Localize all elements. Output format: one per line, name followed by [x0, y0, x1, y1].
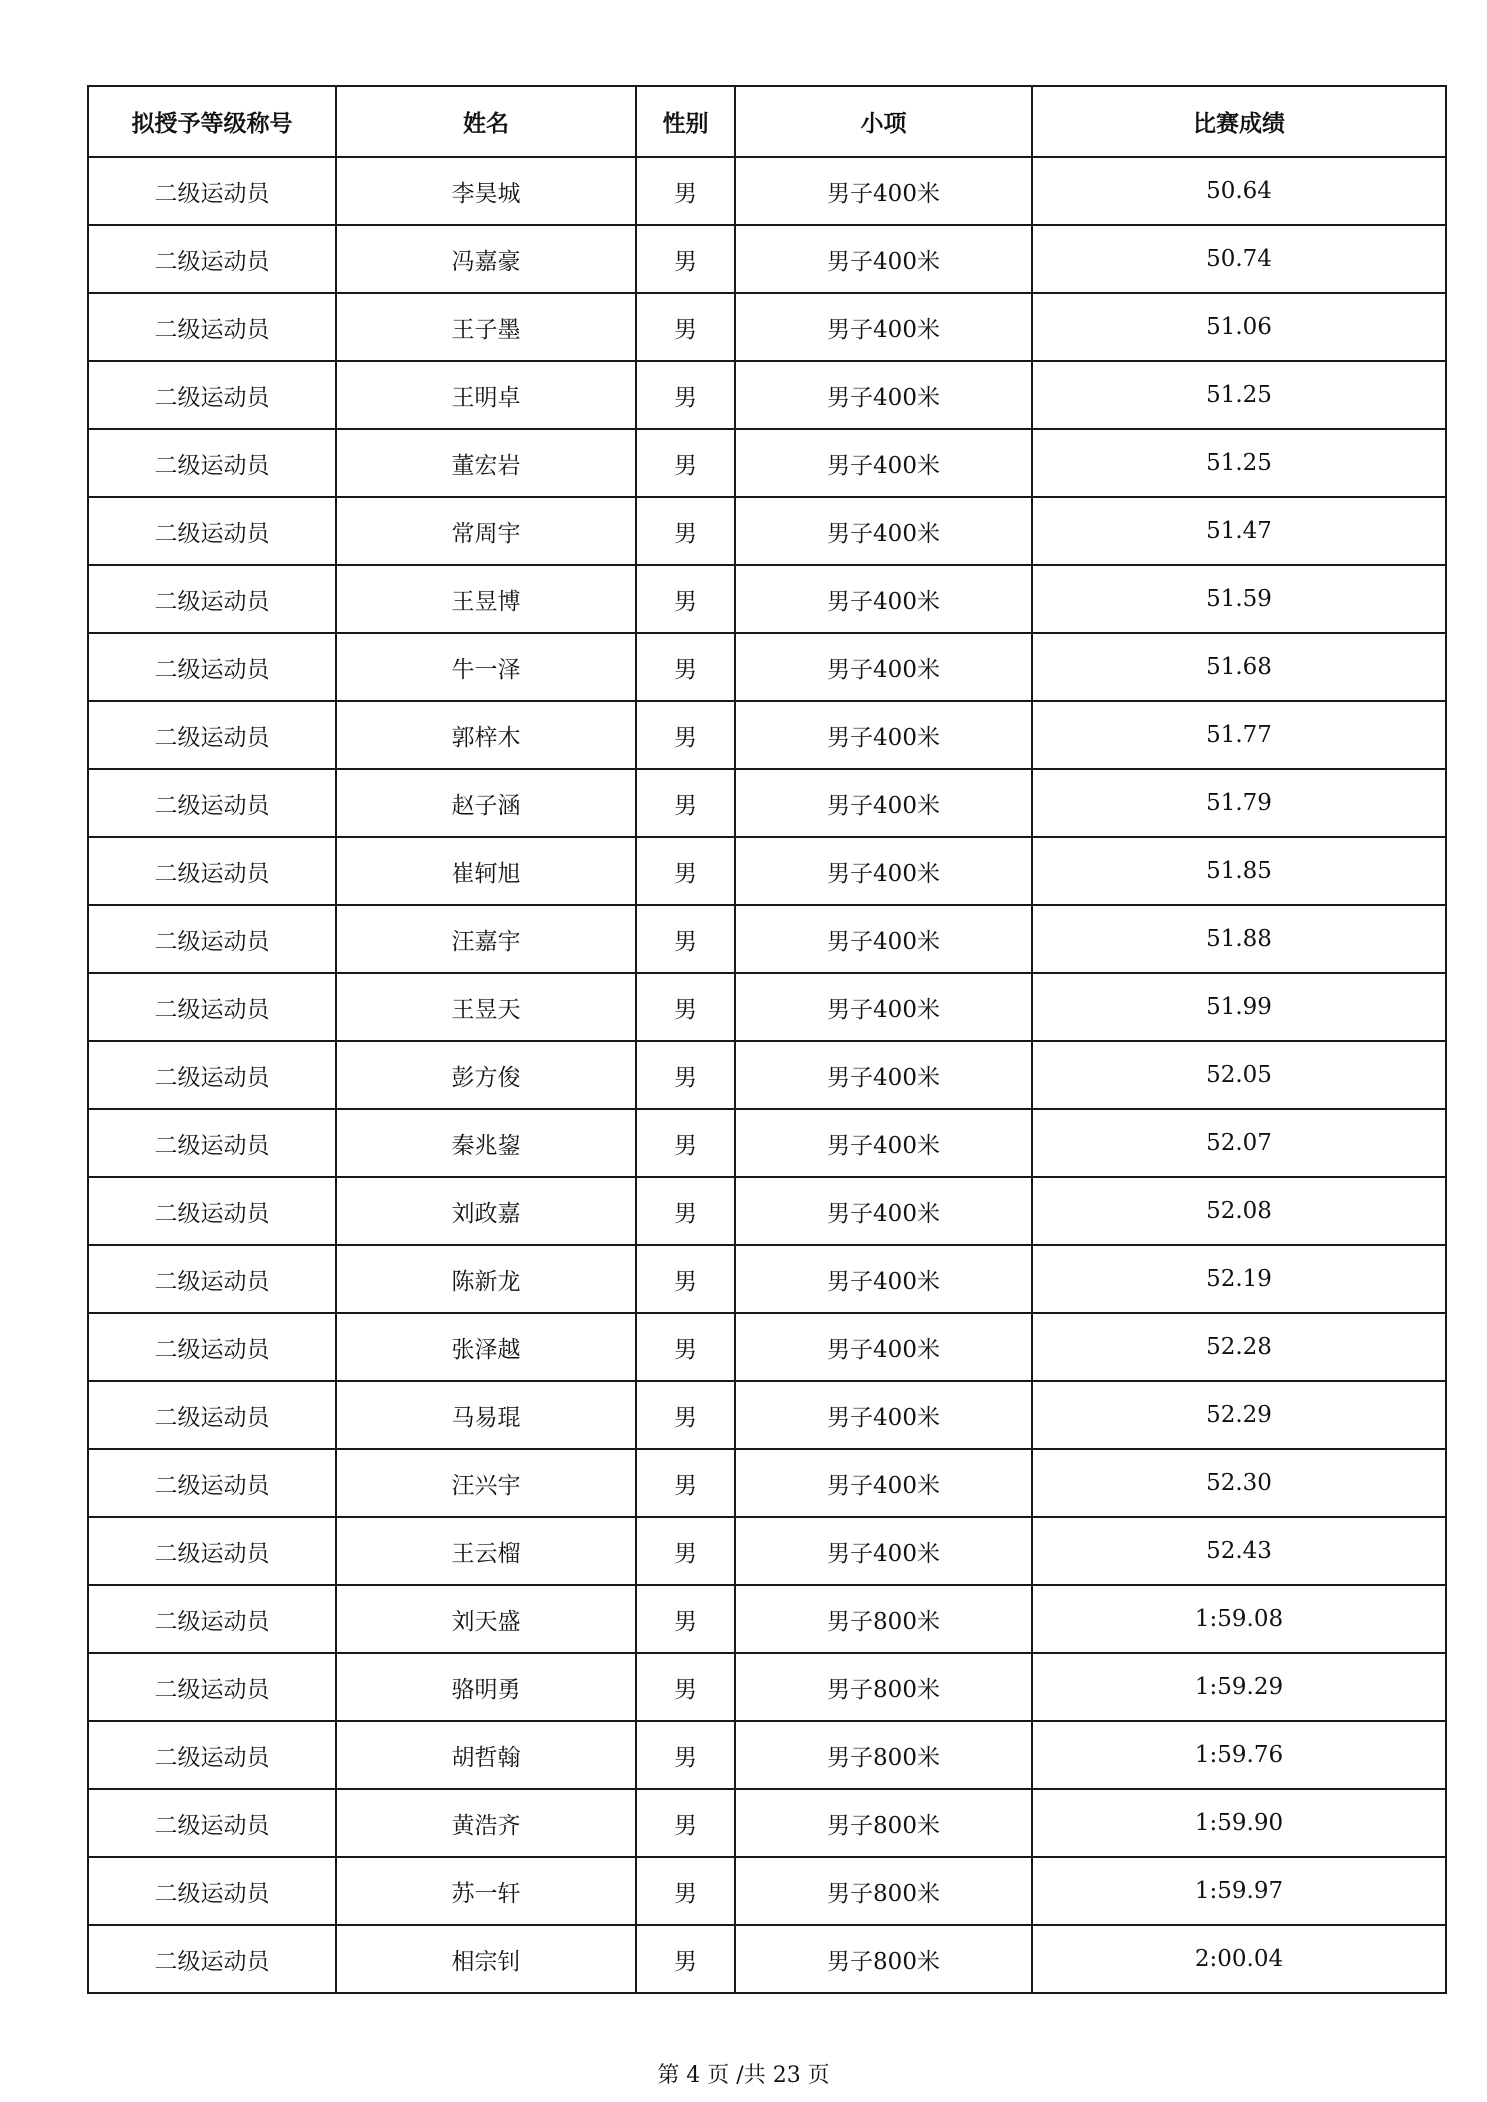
cell-name: 郭梓木 [336, 701, 636, 769]
cell-title-grade: 二级运动员 [88, 361, 336, 429]
cell-event: 男子800米 [735, 1789, 1032, 1857]
cell-title-grade: 二级运动员 [88, 1857, 336, 1925]
cell-gender: 男 [636, 497, 735, 565]
cell-event: 男子400米 [735, 1109, 1032, 1177]
table-row [88, 225, 1446, 293]
cell-gender: 男 [636, 1517, 735, 1585]
cell-title-grade: 二级运动员 [88, 225, 336, 293]
cell-gender: 男 [636, 1653, 735, 1721]
cell-name: 冯嘉豪 [336, 225, 636, 293]
cell-result: 52.07 [1032, 1109, 1446, 1177]
table-row [88, 905, 1446, 973]
cell-gender: 男 [636, 1381, 735, 1449]
cell-result: 51.06 [1032, 293, 1446, 361]
cell-result: 51.79 [1032, 769, 1446, 837]
cell-name: 王子墨 [336, 293, 636, 361]
cell-title-grade: 二级运动员 [88, 1041, 336, 1109]
cell-gender: 男 [636, 1109, 735, 1177]
cell-name: 王明卓 [336, 361, 636, 429]
cell-event: 男子400米 [735, 361, 1032, 429]
cell-gender: 男 [636, 701, 735, 769]
table-row [88, 157, 1446, 225]
cell-title-grade: 二级运动员 [88, 973, 336, 1041]
cell-result: 1:59.29 [1032, 1653, 1446, 1721]
table-row [88, 769, 1446, 837]
cell-gender: 男 [636, 1449, 735, 1517]
table-row [88, 565, 1446, 633]
cell-name: 刘天盛 [336, 1585, 636, 1653]
cell-event: 男子400米 [735, 1177, 1032, 1245]
cell-result: 51.99 [1032, 973, 1446, 1041]
table-row [88, 1857, 1446, 1925]
cell-name: 王昱天 [336, 973, 636, 1041]
cell-gender: 男 [636, 361, 735, 429]
cell-gender: 男 [636, 293, 735, 361]
cell-title-grade: 二级运动员 [88, 1177, 336, 1245]
table-row [88, 429, 1446, 497]
page-number: 第 4 页 /共 23 页 [657, 2063, 830, 2088]
cell-name: 苏一轩 [336, 1857, 636, 1925]
cell-event: 男子400米 [735, 905, 1032, 973]
cell-name: 汪兴宇 [336, 1449, 636, 1517]
cell-gender: 男 [636, 429, 735, 497]
cell-name: 胡哲翰 [336, 1721, 636, 1789]
cell-event: 男子400米 [735, 1381, 1032, 1449]
cell-gender: 男 [636, 1721, 735, 1789]
cell-title-grade: 二级运动员 [88, 1721, 336, 1789]
cell-gender: 男 [636, 837, 735, 905]
cell-result: 1:59.90 [1032, 1789, 1446, 1857]
cell-name: 马易琨 [336, 1381, 636, 1449]
table-row [88, 633, 1446, 701]
cell-event: 男子400米 [735, 293, 1032, 361]
cell-title-grade: 二级运动员 [88, 837, 336, 905]
cell-result: 1:59.08 [1032, 1585, 1446, 1653]
cell-event: 男子400米 [735, 973, 1032, 1041]
cell-event: 男子800米 [735, 1857, 1032, 1925]
cell-event: 男子400米 [735, 1041, 1032, 1109]
cell-result: 1:59.76 [1032, 1721, 1446, 1789]
cell-name: 相宗钊 [336, 1925, 636, 1993]
header-name: 姓名 [336, 86, 636, 157]
cell-gender: 男 [636, 1789, 735, 1857]
cell-name: 陈新龙 [336, 1245, 636, 1313]
cell-title-grade: 二级运动员 [88, 1245, 336, 1313]
header-event: 小项 [735, 86, 1032, 157]
cell-title-grade: 二级运动员 [88, 429, 336, 497]
table-row [88, 1245, 1446, 1313]
cell-gender: 男 [636, 1177, 735, 1245]
cell-name: 秦兆鋆 [336, 1109, 636, 1177]
cell-result: 51.59 [1032, 565, 1446, 633]
table-header-row [88, 86, 1446, 157]
table-row [88, 1041, 1446, 1109]
cell-event: 男子400米 [735, 565, 1032, 633]
table-body [88, 157, 1446, 1993]
cell-result: 50.64 [1032, 157, 1446, 225]
cell-event: 男子400米 [735, 497, 1032, 565]
cell-gender: 男 [636, 157, 735, 225]
cell-result: 52.29 [1032, 1381, 1446, 1449]
results-table [87, 85, 1447, 1994]
cell-event: 男子400米 [735, 429, 1032, 497]
cell-title-grade: 二级运动员 [88, 565, 336, 633]
cell-name: 牛一泽 [336, 633, 636, 701]
cell-name: 赵子涵 [336, 769, 636, 837]
cell-title-grade: 二级运动员 [88, 633, 336, 701]
cell-title-grade: 二级运动员 [88, 769, 336, 837]
cell-event: 男子400米 [735, 837, 1032, 905]
cell-event: 男子400米 [735, 157, 1032, 225]
table-row [88, 973, 1446, 1041]
table-row [88, 1585, 1446, 1653]
cell-result: 51.77 [1032, 701, 1446, 769]
cell-result: 51.85 [1032, 837, 1446, 905]
cell-name: 刘政嘉 [336, 1177, 636, 1245]
cell-name: 崔轲旭 [336, 837, 636, 905]
cell-title-grade: 二级运动员 [88, 1925, 336, 1993]
cell-gender: 男 [636, 225, 735, 293]
table-row [88, 1789, 1446, 1857]
cell-result: 51.47 [1032, 497, 1446, 565]
cell-title-grade: 二级运动员 [88, 1517, 336, 1585]
cell-event: 男子800米 [735, 1721, 1032, 1789]
header-result: 比赛成绩 [1032, 86, 1446, 157]
cell-result: 52.43 [1032, 1517, 1446, 1585]
cell-name: 常周宇 [336, 497, 636, 565]
cell-result: 1:59.97 [1032, 1857, 1446, 1925]
cell-event: 男子400米 [735, 701, 1032, 769]
table-row [88, 1109, 1446, 1177]
table-row [88, 837, 1446, 905]
cell-title-grade: 二级运动员 [88, 1313, 336, 1381]
cell-name: 董宏岩 [336, 429, 636, 497]
table-row [88, 1449, 1446, 1517]
cell-gender: 男 [636, 1041, 735, 1109]
table-row [88, 1925, 1446, 1993]
cell-title-grade: 二级运动员 [88, 905, 336, 973]
table-row [88, 1653, 1446, 1721]
cell-result: 52.05 [1032, 1041, 1446, 1109]
cell-name: 张泽越 [336, 1313, 636, 1381]
cell-event: 男子400米 [735, 1449, 1032, 1517]
cell-result: 52.28 [1032, 1313, 1446, 1381]
header-gender: 性别 [636, 86, 735, 157]
cell-event: 男子800米 [735, 1653, 1032, 1721]
cell-title-grade: 二级运动员 [88, 497, 336, 565]
cell-title-grade: 二级运动员 [88, 1585, 336, 1653]
table-row [88, 701, 1446, 769]
cell-name: 彭方俊 [336, 1041, 636, 1109]
cell-result: 51.25 [1032, 429, 1446, 497]
cell-result: 50.74 [1032, 225, 1446, 293]
cell-title-grade: 二级运动员 [88, 1109, 336, 1177]
cell-title-grade: 二级运动员 [88, 1449, 336, 1517]
cell-event: 男子400米 [735, 1245, 1032, 1313]
cell-gender: 男 [636, 769, 735, 837]
cell-result: 51.25 [1032, 361, 1446, 429]
table-row [88, 1177, 1446, 1245]
cell-name: 王云榴 [336, 1517, 636, 1585]
table-row [88, 1517, 1446, 1585]
cell-name: 汪嘉宇 [336, 905, 636, 973]
cell-gender: 男 [636, 973, 735, 1041]
cell-title-grade: 二级运动员 [88, 1653, 336, 1721]
cell-event: 男子400米 [735, 769, 1032, 837]
cell-event: 男子800米 [735, 1585, 1032, 1653]
cell-result: 2:00.04 [1032, 1925, 1446, 1993]
cell-event: 男子400米 [735, 225, 1032, 293]
cell-result: 51.88 [1032, 905, 1446, 973]
table-row [88, 1313, 1446, 1381]
table-row [88, 1381, 1446, 1449]
cell-title-grade: 二级运动员 [88, 701, 336, 769]
table-row [88, 293, 1446, 361]
cell-title-grade: 二级运动员 [88, 293, 336, 361]
cell-gender: 男 [636, 1857, 735, 1925]
table-row [88, 361, 1446, 429]
cell-name: 李昊城 [336, 157, 636, 225]
cell-result: 51.68 [1032, 633, 1446, 701]
cell-event: 男子800米 [735, 1925, 1032, 1993]
cell-gender: 男 [636, 1313, 735, 1381]
cell-title-grade: 二级运动员 [88, 157, 336, 225]
cell-result: 52.08 [1032, 1177, 1446, 1245]
cell-gender: 男 [636, 633, 735, 701]
cell-gender: 男 [636, 1925, 735, 1993]
cell-event: 男子400米 [735, 1313, 1032, 1381]
table-row [88, 497, 1446, 565]
cell-name: 王昱博 [336, 565, 636, 633]
header-title-grade: 拟授予等级称号 [88, 86, 336, 157]
cell-result: 52.30 [1032, 1449, 1446, 1517]
cell-result: 52.19 [1032, 1245, 1446, 1313]
cell-title-grade: 二级运动员 [88, 1381, 336, 1449]
cell-gender: 男 [636, 1245, 735, 1313]
cell-event: 男子400米 [735, 633, 1032, 701]
table-row [88, 1721, 1446, 1789]
cell-name: 骆明勇 [336, 1653, 636, 1721]
cell-gender: 男 [636, 565, 735, 633]
cell-gender: 男 [636, 1585, 735, 1653]
cell-name: 黄浩齐 [336, 1789, 636, 1857]
cell-title-grade: 二级运动员 [88, 1789, 336, 1857]
cell-event: 男子400米 [735, 1517, 1032, 1585]
cell-gender: 男 [636, 905, 735, 973]
